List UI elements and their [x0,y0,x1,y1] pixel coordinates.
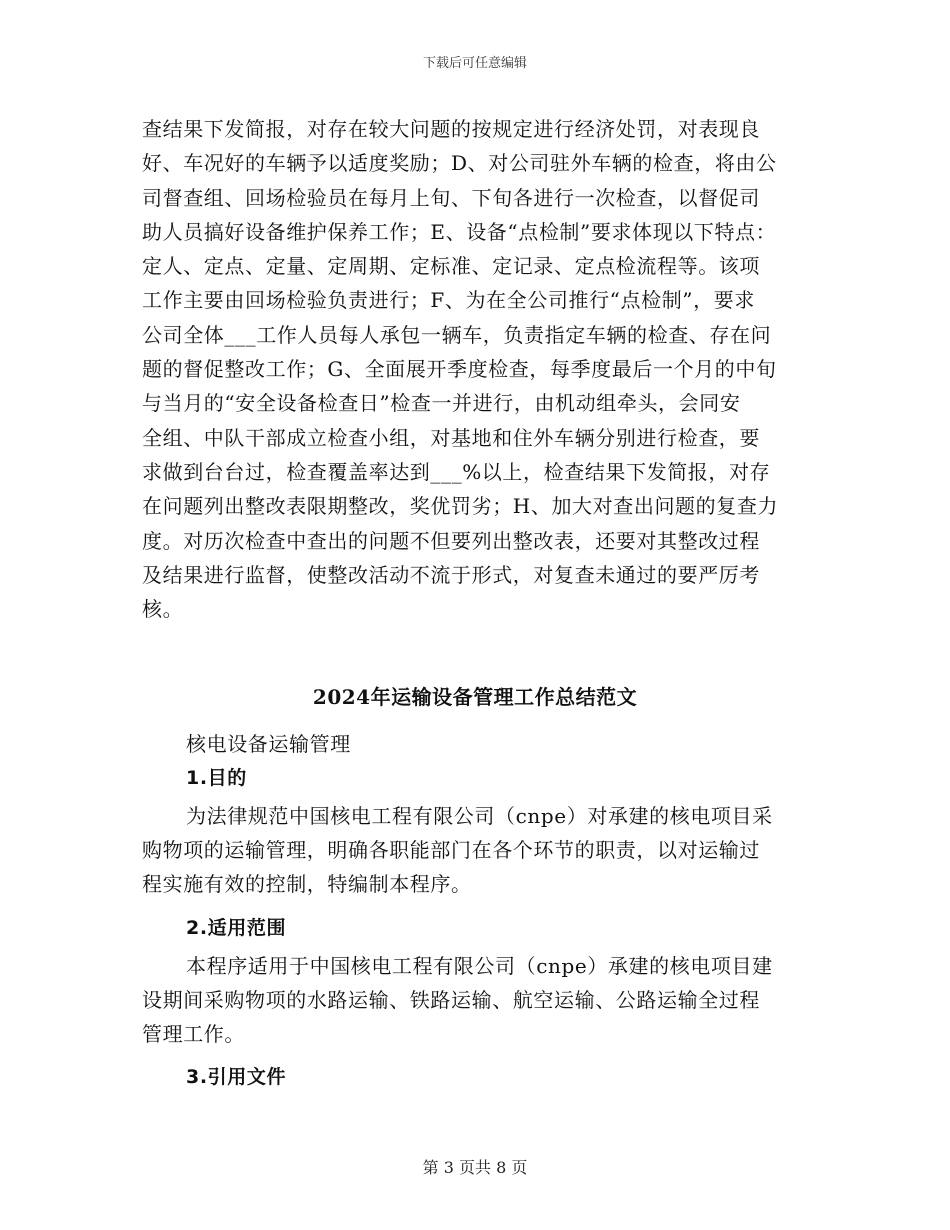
section-intro-block [142,727,814,795]
paragraph-line: 设期间采购物项的水路运输、铁路运输、航空运输、公路运输全过程 [142,988,760,1012]
paragraph-line: 为法律规范中国核电工程有限公司（cnpe）对承建的核电项目采 [186,804,773,828]
paragraph-line: 度。对历次检查中查出的问题不但要列出整改表，还要对其整改过程 [142,528,760,553]
heading-references: 3.引用文件 [186,1066,287,1088]
heading-scope: 2.适用范围 [186,917,287,939]
paragraph-line: 核。 [142,597,184,622]
paragraph-line: 好、车况好的车辆予以适度奖励；D、对公司驻外车辆的检查，将由公 [142,151,777,176]
scope-heading-block [142,911,814,945]
page-header: 下载后可任意编辑 [422,56,527,71]
purpose-paragraph [142,799,814,901]
paragraph-line: 题的督促整改工作；G、全面展开季度检查，每季度最后一个月的中旬 [142,357,777,382]
paragraph-line: 查结果下发简报，对存在较大问题的按规定进行经济处罚，对表现良 [142,117,760,141]
paragraph-line: 公司全体___工作人员每人承包一辆车，负责指定车辆的检查、存在问 [142,322,772,347]
paragraph-line: 定人、定点、定量、定周期、定标准、定记录、定点检流程等。该项 [142,254,760,279]
paragraph-line: 购物项的运输管理，明确各职能部门在各个环节的职责，以对运输过 [142,838,760,862]
paragraph-line: 与当月的“安全设备检查日”检查一并进行，由机动组牵头，会同安 [142,391,741,416]
references-heading-block [142,1060,814,1094]
continued-paragraph [142,112,814,626]
section-intro: 核电设备运输管理 [186,732,351,756]
heading-purpose: 1.目的 [186,767,247,789]
paragraph-line: 司督查组、回场检验员在每月上旬、下旬各进行一次检查，以督促司 [142,185,760,210]
scope-paragraph [142,949,814,1051]
paragraph-line: 工作主要由回场检验负责进行；F、为在全公司推行“点检制”，要求 [142,288,755,313]
paragraph-line: 在问题列出整改表限期整改，奖优罚劣；H、加大对查出问题的复查力 [142,494,779,519]
paragraph-line: 管理工作。 [142,1022,245,1046]
paragraph-line: 全组、中队干部成立检查小组，对基地和住外车辆分别进行检查，要 [142,425,760,450]
paragraph-line: 求做到台台过，检查覆盖率达到___%以上，检查结果下发简报，对存 [142,459,771,484]
paragraph-line: 程实施有效的控制，特编制本程序。 [142,872,472,896]
paragraph-line: 本程序适用于中国核电工程有限公司（cnpe）承建的核电项目建 [186,954,773,978]
document-title: 2024年运输设备管理工作总结范文 [312,685,638,709]
paragraph-line: 助人员搞好设备维护保养工作；E、设备“点检制”要求体现以下特点： [142,219,777,244]
paragraph-line: 及结果进行监督，使整改活动不流于形式，对复查未通过的要严厉考 [142,562,760,587]
page-footer: 第 3 页共 8 页 [422,1158,528,1177]
